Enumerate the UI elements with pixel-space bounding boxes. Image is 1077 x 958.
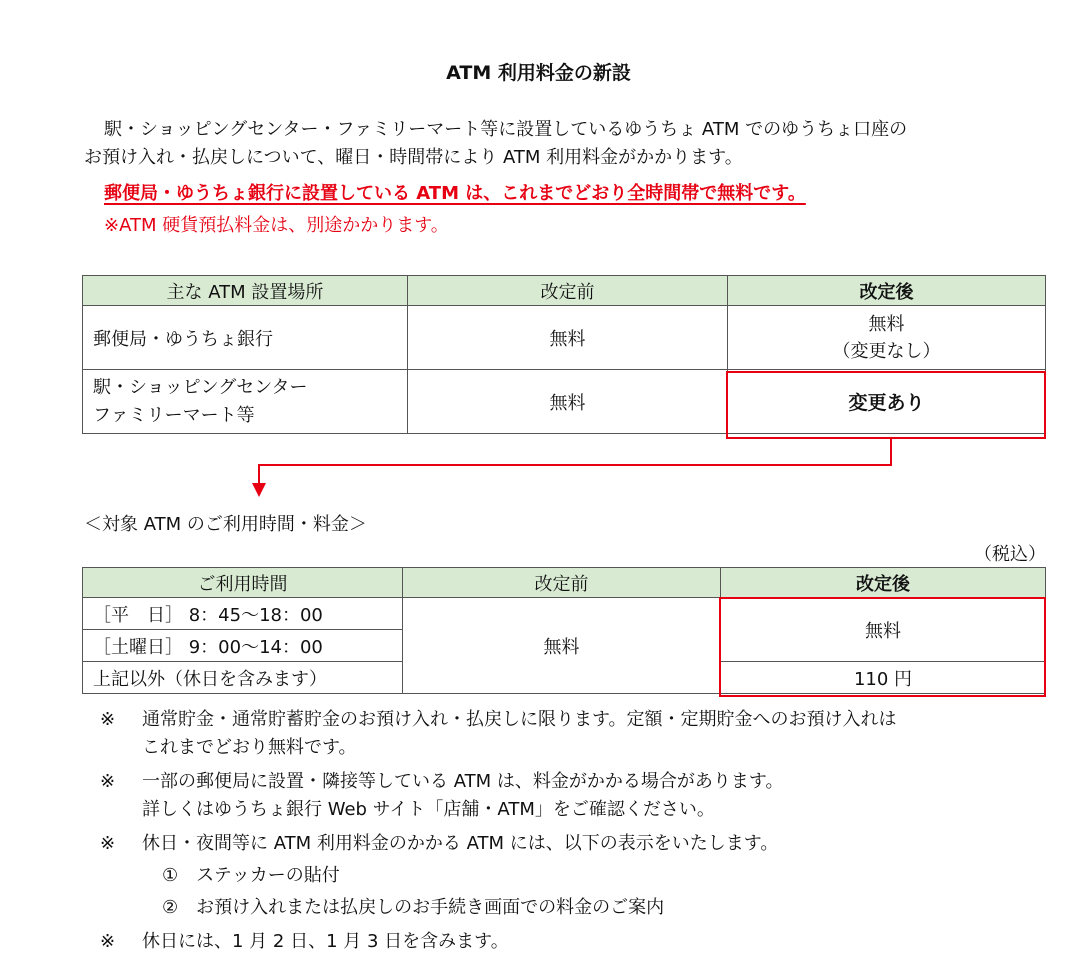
- section-heading: ＜対象 ATM のご利用時間・料金＞: [84, 514, 367, 535]
- arrow-down-icon: [252, 483, 266, 497]
- after-value: 無料: [868, 313, 905, 335]
- note-item: [100, 706, 1060, 762]
- note-mark: ※: [100, 771, 116, 792]
- usage-time-table: [82, 567, 1046, 694]
- note-item: [100, 768, 1060, 824]
- table-cell: 無料: [721, 598, 1046, 662]
- note-text: 休日・夜間等に ATM 利用料金のかかる ATM には、以下の表示をいたします。: [142, 833, 779, 854]
- atm-location-table: [82, 275, 1046, 434]
- table-cell: 無料: [408, 306, 728, 370]
- table-cell: 無料: [403, 598, 721, 694]
- table-cell: 変更あり: [728, 370, 1046, 434]
- table-cell: 無料: [408, 370, 728, 434]
- note-item: [100, 928, 1060, 956]
- table-row: [83, 370, 1046, 434]
- connector-line-vertical: [890, 438, 892, 466]
- intro-text: [84, 116, 1064, 172]
- column-header: 主な ATM 設置場所: [83, 276, 408, 306]
- note-subitem: ① ステッカーの貼付: [162, 865, 340, 886]
- table-row: [83, 598, 1046, 630]
- intro-line-1: 駅・ショッピングセンター・ファミリーマート等に設置しているゆうちょ ATM でのゆうちょ口座の: [104, 119, 908, 140]
- column-header: ご利用時間: [83, 568, 403, 598]
- table-cell: 郵便局・ゆうちょ銀行: [83, 306, 408, 370]
- note-mark: ※: [100, 931, 116, 952]
- place-line: 駅・ショッピングセンター: [93, 376, 308, 398]
- table-cell: ［土曜日］ 9：00～14：00: [83, 630, 403, 662]
- place-line: ファミリーマート等: [93, 404, 255, 426]
- note-text: 休日には、1 月 2 日、1 月 3 日を含みます。: [142, 931, 509, 952]
- page-title: ATM 利用料金の新設: [446, 62, 631, 84]
- note-mark: ※: [100, 709, 116, 730]
- column-header: 改定前: [403, 568, 721, 598]
- note-text: 一部の郵便局に設置・隣接等している ATM は、料金がかかる場合があります。: [142, 771, 784, 792]
- table-cell: 110 円: [721, 662, 1046, 694]
- note-mark: ※: [100, 833, 116, 854]
- highlight-free-notice: 郵便局・ゆうちょ銀行に設置している ATM は、これまでどおり全時間帯で無料です。: [104, 183, 806, 204]
- tax-included-note: （税込）: [974, 544, 1046, 565]
- note-text: 通常貯金・通常貯蓄貯金のお預け入れ・払戻しに限ります。定額・定期貯金へのお預け入れは: [142, 709, 897, 730]
- table-header-row: [83, 276, 1046, 306]
- note-text: これまでどおり無料です。: [142, 737, 357, 758]
- notes-list: [100, 706, 1060, 956]
- table-cell: [83, 370, 408, 434]
- table-cell: ［平 日］ 8：45～18：00: [83, 598, 403, 630]
- note-subitem: ② お預け入れまたは払戻しのお手続き画面での料金のご案内: [162, 897, 665, 918]
- note-text: 詳しくはゆうちょ銀行 Web サイト「店舗・ATM」をご確認ください。: [142, 799, 715, 820]
- column-header: 改定前: [408, 276, 728, 306]
- intro-line-2: お預け入れ・払戻しについて、曜日・時間帯により ATM 利用料金がかかります。: [84, 147, 743, 168]
- table-cell: [728, 306, 1046, 370]
- column-header: 改定後: [721, 568, 1046, 598]
- table-cell: 上記以外（休日を含みます）: [83, 662, 403, 694]
- table-row: [83, 306, 1046, 370]
- connector-line-horizontal: [258, 464, 892, 466]
- highlight-text: [104, 180, 1077, 208]
- note-item: [100, 830, 1060, 922]
- column-header: 改定後: [728, 276, 1046, 306]
- table-header-row: [83, 568, 1046, 598]
- coin-fee-note: ※ATM 硬貨預払料金は、別途かかります。: [104, 215, 449, 236]
- after-note: （変更なし）: [832, 340, 941, 362]
